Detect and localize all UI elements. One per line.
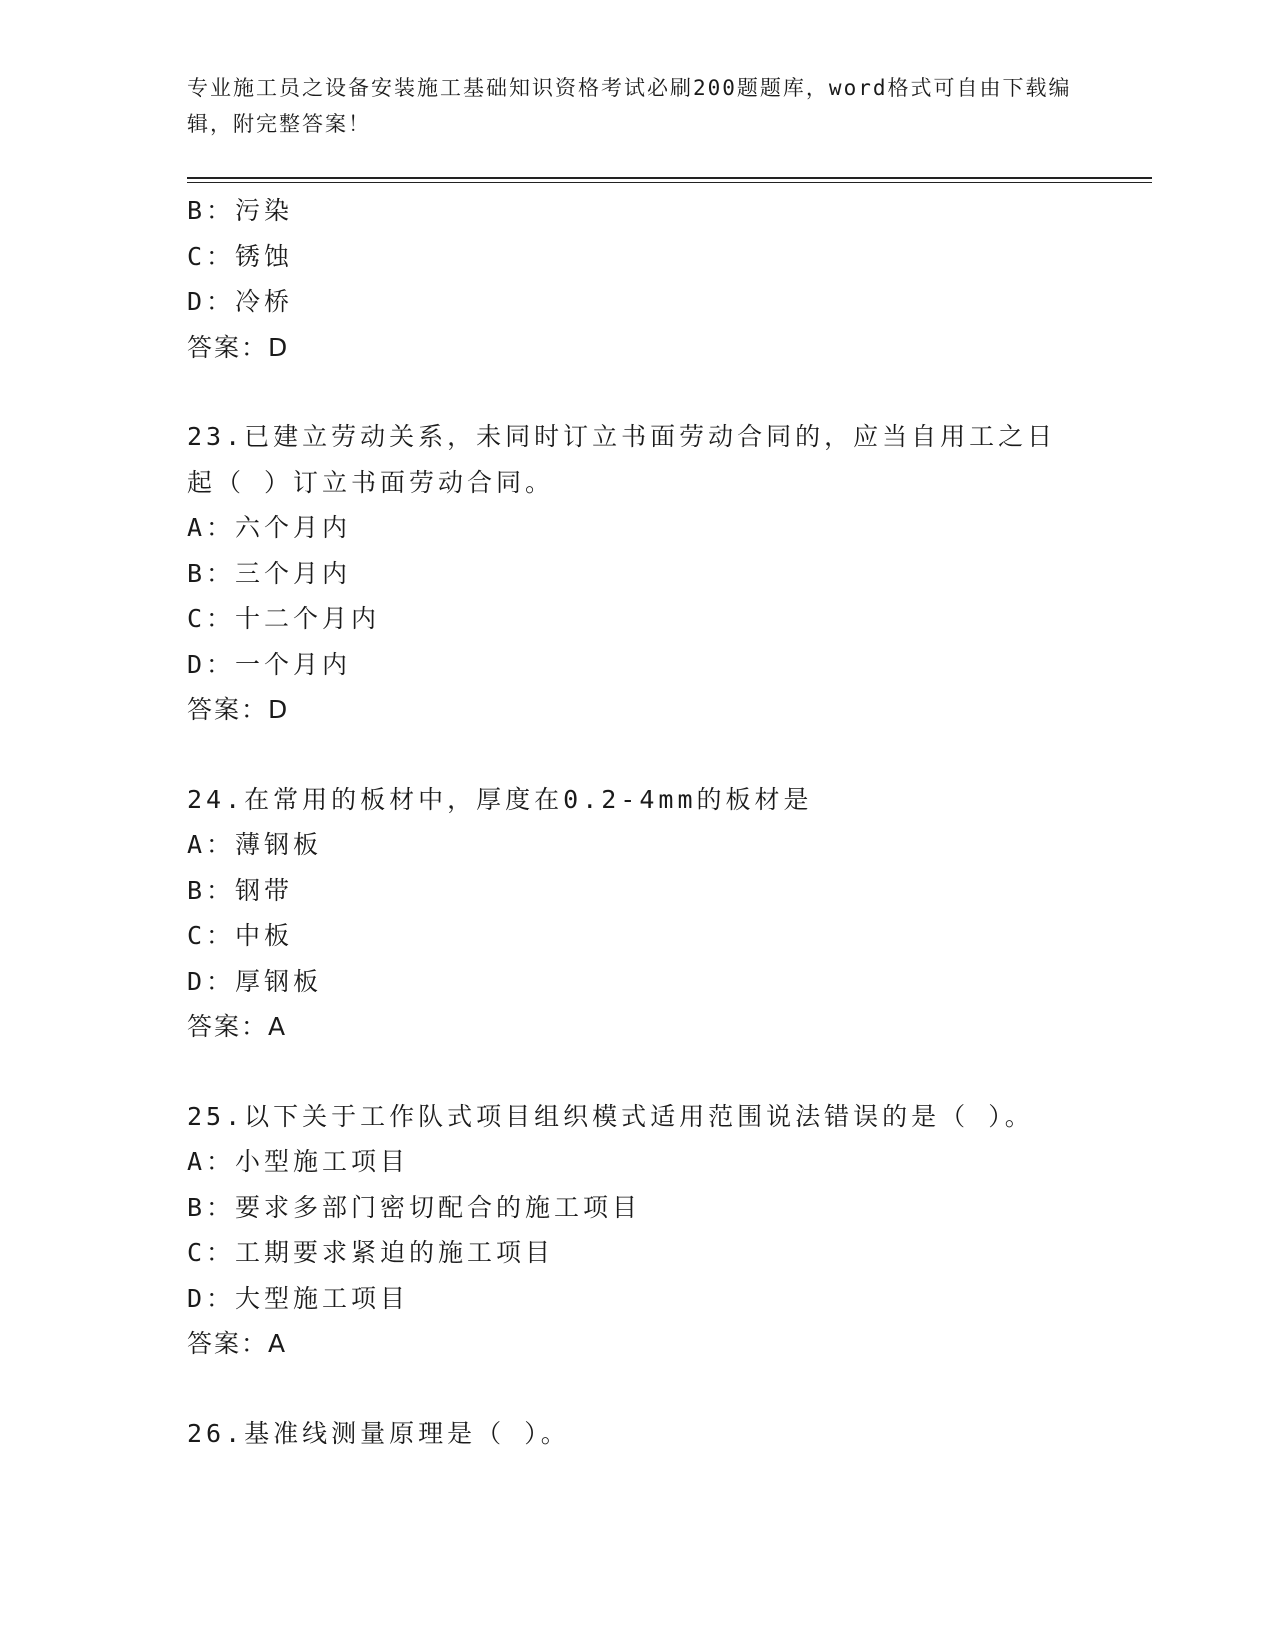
question-23 [187,414,1152,733]
question-stem: 23.已建立劳动关系，未同时订立书面劳动合同的，应当自用工之日起（ ）订立书面劳动合同。 [187,422,1057,497]
option-c: C：十二个月内 [187,604,381,633]
question-stem: 24.在常用的板材中，厚度在0.2-4mm的板材是 [187,784,813,814]
option-b: B：要求多部门密切配合的施工项目 [187,1192,642,1222]
question-list [187,188,1152,1456]
option-d: D：一个月内 [187,649,352,679]
option-d: D：厚钢板 [187,966,323,996]
answer: 答案：A [187,1012,288,1041]
option-c: C：锈蚀 [187,241,294,271]
option-c: C：工期要求紧迫的施工项目 [187,1238,555,1267]
partial-question [187,188,1152,370]
option-c: C：中板 [187,921,294,950]
option-b: B：污染 [187,196,294,225]
option-d: D：大型施工项目 [187,1283,410,1313]
option-a: A：六个月内 [187,513,352,542]
option-a: A：小型施工项目 [187,1147,410,1176]
question-24 [187,777,1152,1050]
question-stem: 26.基准线测量原理是（ ）。 [187,1418,570,1448]
header-divider-thin [187,182,1152,183]
document-header: 专业施工员之设备安装施工基础知识资格考试必刷200题题库，word格式可自由下载编辑，附完整答案！ [187,76,1072,136]
header-divider-thick [187,177,1152,179]
option-d: D：冷桥 [187,287,294,316]
question-25 [187,1094,1152,1367]
answer: 答案：A [187,1329,288,1358]
option-b: B：钢带 [187,875,294,905]
option-b: B：三个月内 [187,558,352,588]
answer: 答案：D [187,332,290,362]
answer: 答案：D [187,695,290,724]
question-26 [187,1411,1152,1457]
option-a: A：薄钢板 [187,830,323,859]
question-stem: 25.以下关于工作队式项目组织模式适用范围说法错误的是（ ）。 [187,1101,1034,1131]
